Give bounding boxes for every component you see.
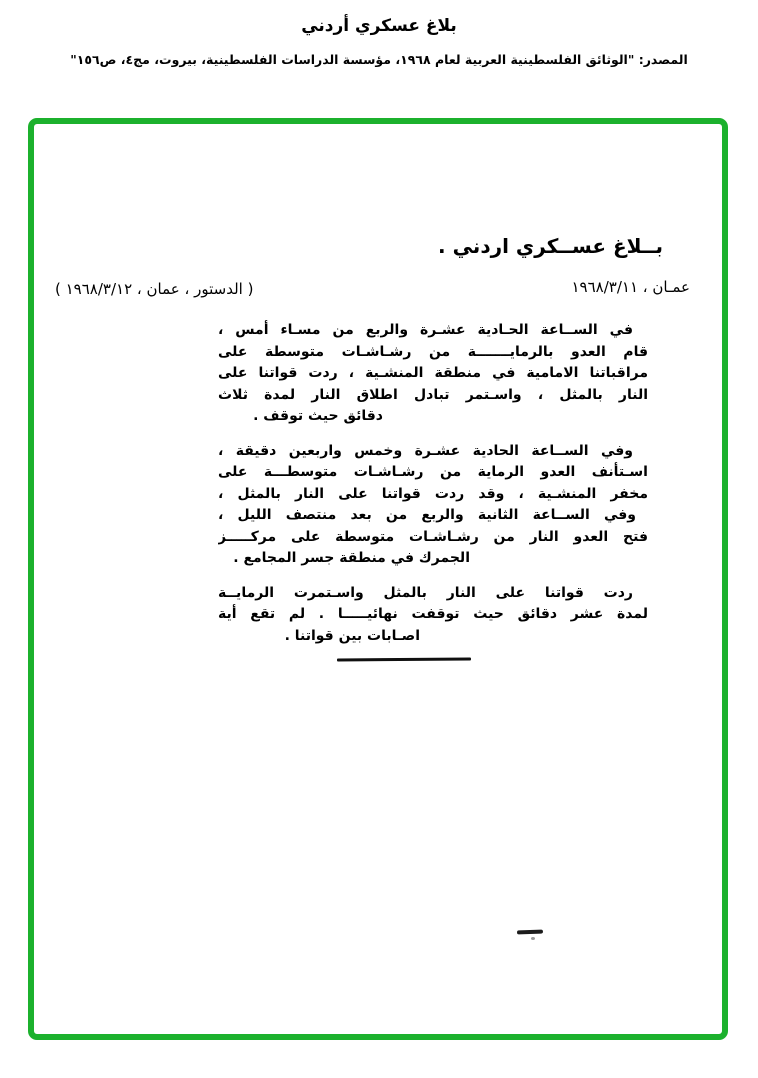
body-line: الجمرك في منطقة جسر المجامع . bbox=[233, 550, 470, 566]
scan-smudge-artifact bbox=[517, 930, 543, 935]
body-line: النار بالمثل ، واسـتمر تبادل اطلاق النار لمدة ثلاث bbox=[218, 386, 648, 403]
body-line: اصـابات بين قواتنا . bbox=[284, 627, 420, 644]
scan-speck-artifact bbox=[531, 937, 535, 940]
document-scan-frame bbox=[28, 118, 728, 1040]
body-paragraph bbox=[218, 441, 648, 570]
body-line: فتح العدو النار من رشـاشـات متوسطة على مركـــــز bbox=[218, 528, 648, 545]
dateline-place-date: عمـان ، ١٩٦٨/٣/١١ bbox=[571, 278, 690, 296]
dateline-newspaper-citation: ( الدستور ، عمان ، ١٩٦٨/٣/١٢ ) bbox=[55, 280, 254, 298]
body-line: في الســاعة الحـادية عشـرة والربع من مسـاء أمس ، bbox=[218, 322, 633, 338]
body-line: وفي الســاعة الحادية عشـرة وخمس واربعين دقيقة ، bbox=[218, 442, 633, 459]
source-line: المصدر: "الوثائق الفلسطينية العربية لعام ١٩٦٨، مؤسسة الدراسات الفلسطينية، بيروت، مج٤، ص١٥٦" bbox=[70, 52, 688, 67]
body-paragraph bbox=[218, 320, 648, 428]
body-paragraph bbox=[218, 583, 648, 648]
communique-title: بــلاغ عســكري اردني . bbox=[438, 234, 663, 258]
body-line: دقائق حيث توقف . bbox=[253, 408, 383, 424]
body-line: قام العدو بالرمايـــــــة من رشـاشـات متوسطة على bbox=[218, 343, 648, 360]
body-line: ردت قواتنا على النار بالمثل واسـتمرت الرمايــة bbox=[218, 584, 633, 601]
body-line: اسـتأنف العدو الرماية من رشـاشـات متوسطـــة على bbox=[218, 464, 648, 480]
body-line: وفي الســاعة الثانية والربع من بعد منتصف الليل ، bbox=[218, 507, 636, 523]
body-line: مراقباتنا الامامية في منطقة المنشـية ، ردت قواتنا على bbox=[218, 365, 648, 381]
page-title: بلاغ عسكري أردني bbox=[301, 16, 457, 36]
body-line: لمدة عشر دقائق حيث توقفت نهائيـــــا . لم تقع أية bbox=[218, 606, 648, 622]
end-divider-rule bbox=[337, 658, 471, 662]
document-body bbox=[218, 320, 648, 660]
body-line: مخفر المنشـية ، وقد ردت قواتنا على النار بالمثل ، bbox=[218, 485, 648, 502]
